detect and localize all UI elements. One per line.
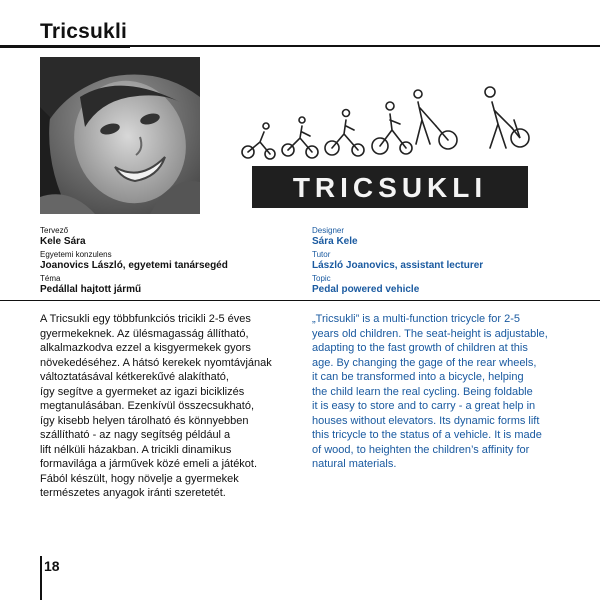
designer-label-hu: Tervező: [40, 226, 69, 235]
logo-wordmark: [252, 166, 528, 208]
page-number: 18: [44, 558, 60, 574]
tutor-value-en: László Joanovics, assistant lecturer: [312, 260, 484, 271]
text-line: natural materials.: [312, 458, 397, 470]
designer-value-en: Sára Kele: [312, 236, 358, 247]
credits-english: [312, 226, 483, 298]
text-line: this tricycle to the status of a vehicle. It is made: [312, 429, 542, 441]
consultant-label-hu: Egyetemi konzulens: [40, 250, 112, 259]
tricsukli-logo: [240, 80, 540, 212]
designer-label-en: Designer: [312, 226, 345, 235]
description-hungarian: [40, 312, 278, 501]
text-line: formavilága a járművek közé emeli a játékot.: [40, 458, 258, 470]
text-line: houses without elevators. Its dynamic forms lift: [312, 414, 540, 427]
description-english: [312, 312, 562, 472]
text-line: növekedéséhez. A hátsó kerekek nyomtávjának: [40, 356, 272, 369]
title-divider-accent: [0, 45, 130, 48]
text-line: gyermekeknek. Az ülésmagasság állítható,: [40, 327, 249, 340]
text-line: változtatásával kétkerekűvé alakítható,: [40, 371, 229, 383]
text-line: természetes anyagok iránti szeretetét.: [40, 487, 226, 499]
topic-value-en: Pedal powered vehicle: [312, 284, 420, 295]
text-line: of wood, to heighten the children’s affinity for: [312, 443, 530, 456]
page-number-bar: [40, 556, 42, 600]
designer-portrait-photo: [40, 57, 200, 214]
text-line: szállítható - az nagy segítség például a: [40, 429, 231, 441]
text-line: A Tricsukli egy többfunkciós tricikli 2-5 éves: [40, 313, 251, 325]
text-line: így segítve a gyermeket az igazi biciklizés: [40, 385, 245, 398]
tutor-label-en: Tutor: [312, 250, 331, 259]
text-line: age. By changing the gage of the rear wheels,: [312, 356, 537, 369]
text-line: „Tricsukli” is a multi-function tricycle for 2-5: [312, 313, 521, 325]
text-line: így kisebb helyen tárolható és könnyebben: [40, 414, 249, 427]
text-line: the child learn the real cycling. Being foldable: [312, 385, 533, 398]
text-line: adapting to the fast growth of children at this: [312, 342, 528, 354]
topic-value-hu: Pedállal hajtott jármű: [40, 284, 142, 295]
credits-hungarian: [40, 226, 228, 298]
text-line: Fából készült, hogy növelje a gyermekek: [40, 472, 239, 485]
text-line: it can be transformed into a bicycle, helping: [312, 371, 524, 383]
section-divider: [0, 300, 600, 301]
logo-wordmark-text: TRICSUKLI: [292, 172, 488, 203]
topic-label-hu: Téma: [40, 274, 61, 283]
page-title: Tricsukli: [40, 20, 128, 43]
text-line: it is easy to store and to carry - a great help in: [312, 400, 536, 412]
topic-label-en: Topic: [312, 274, 331, 283]
consultant-value-hu: Joanovics László, egyetemi tanársegéd: [40, 260, 228, 271]
text-line: lift nélküli házakban. A tricikli dinamikus: [40, 443, 232, 456]
text-line: megtanulásában. Ezenkívül összecsukható,: [40, 400, 255, 412]
text-line: years old children. The seat-height is adjustable,: [312, 327, 548, 340]
text-line: alkalmazkodva ezzel a kisgyermekek gyors: [40, 342, 251, 354]
designer-value-hu: Kele Sára: [40, 236, 86, 247]
